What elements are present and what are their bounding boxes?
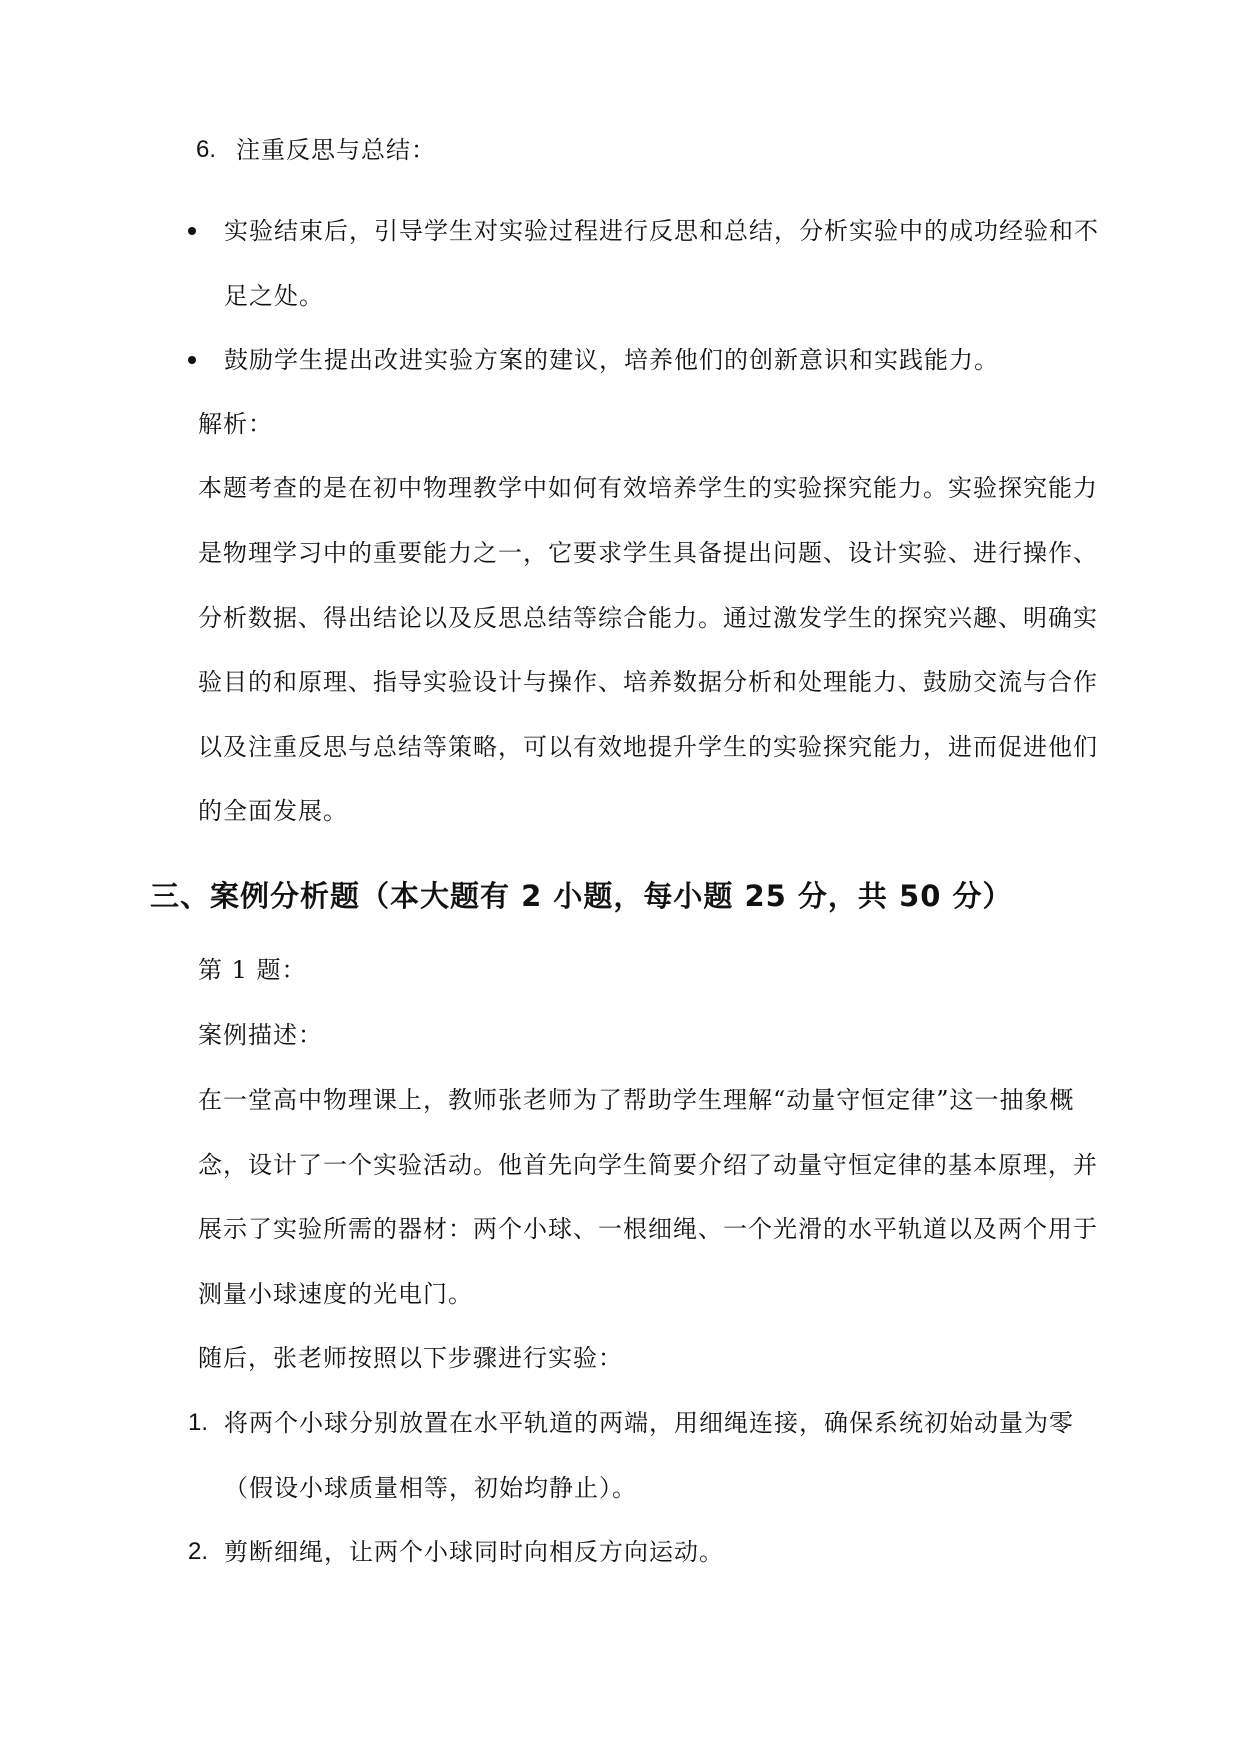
paragraph-line: 是物理学习中的重要能力之一，它要求学生具备提出问题、设计实验、进行操作、 — [198, 539, 1098, 567]
case-label: 案例描述： — [198, 1021, 323, 1049]
section-heading: 三、案例分析题（本大题有 2 小题，每小题 25 分，共 50 分） — [150, 879, 1013, 913]
list-number: 2. — [188, 1538, 209, 1565]
list-number: 1. — [188, 1409, 209, 1436]
paragraph-line: 分析数据、得出结论以及反思总结等综合能力。通过激发学生的探究兴趣、明确实 — [198, 604, 1098, 632]
bullet-text-line: 实验结束后，引导学生对实验过程进行反思和总结，分析实验中的成功经验和不 — [224, 217, 1099, 245]
paragraph-line: 的全面发展。 — [198, 797, 348, 825]
step-text-line: 将两个小球分别放置在水平轨道的两端，用细绳连接，确保系统初始动量为零 — [224, 1409, 1074, 1437]
bullet-text-line: 鼓励学生提出改进实验方案的建议，培养他们的创新意识和实践能力。 — [224, 346, 999, 374]
bullet-icon — [188, 356, 196, 364]
step-text-line: （假设小球质量相等，初始均静止）。 — [224, 1474, 637, 1502]
step-text-line: 剪断细绳，让两个小球同时向相反方向运动。 — [224, 1538, 724, 1566]
bullet-icon — [188, 227, 196, 235]
paragraph-line: 展示了实验所需的器材：两个小球、一根细绳、一个光滑的水平轨道以及两个用于 — [198, 1215, 1098, 1243]
steps-intro: 随后，张老师按照以下步骤进行实验： — [198, 1344, 623, 1372]
paragraph-line: 验目的和原理、指导实验设计与操作、培养数据分析和处理能力、鼓励交流与合作 — [198, 668, 1098, 696]
section-subtitle: 注重反思与总结： — [236, 136, 436, 164]
paragraph-line: 在一堂高中物理课上，教师张老师为了帮助学生理解“动量守恒定律”这一抽象概 — [198, 1086, 1075, 1114]
analysis-label: 解析： — [198, 410, 273, 438]
paragraph-line: 测量小球速度的光电门。 — [198, 1280, 473, 1308]
question-label: 第 1 题： — [198, 956, 307, 984]
list-number: 6. — [196, 136, 217, 163]
paragraph-line: 以及注重反思与总结等策略，可以有效地提升学生的实验探究能力，进而促进他们 — [198, 733, 1098, 761]
paragraph-line: 念，设计了一个实验活动。他首先向学生简要介绍了动量守恒定律的基本原理，并 — [198, 1151, 1098, 1179]
paragraph-line: 本题考查的是在初中物理教学中如何有效培养学生的实验探究能力。实验探究能力 — [198, 474, 1098, 502]
bullet-text-line: 足之处。 — [224, 282, 324, 310]
